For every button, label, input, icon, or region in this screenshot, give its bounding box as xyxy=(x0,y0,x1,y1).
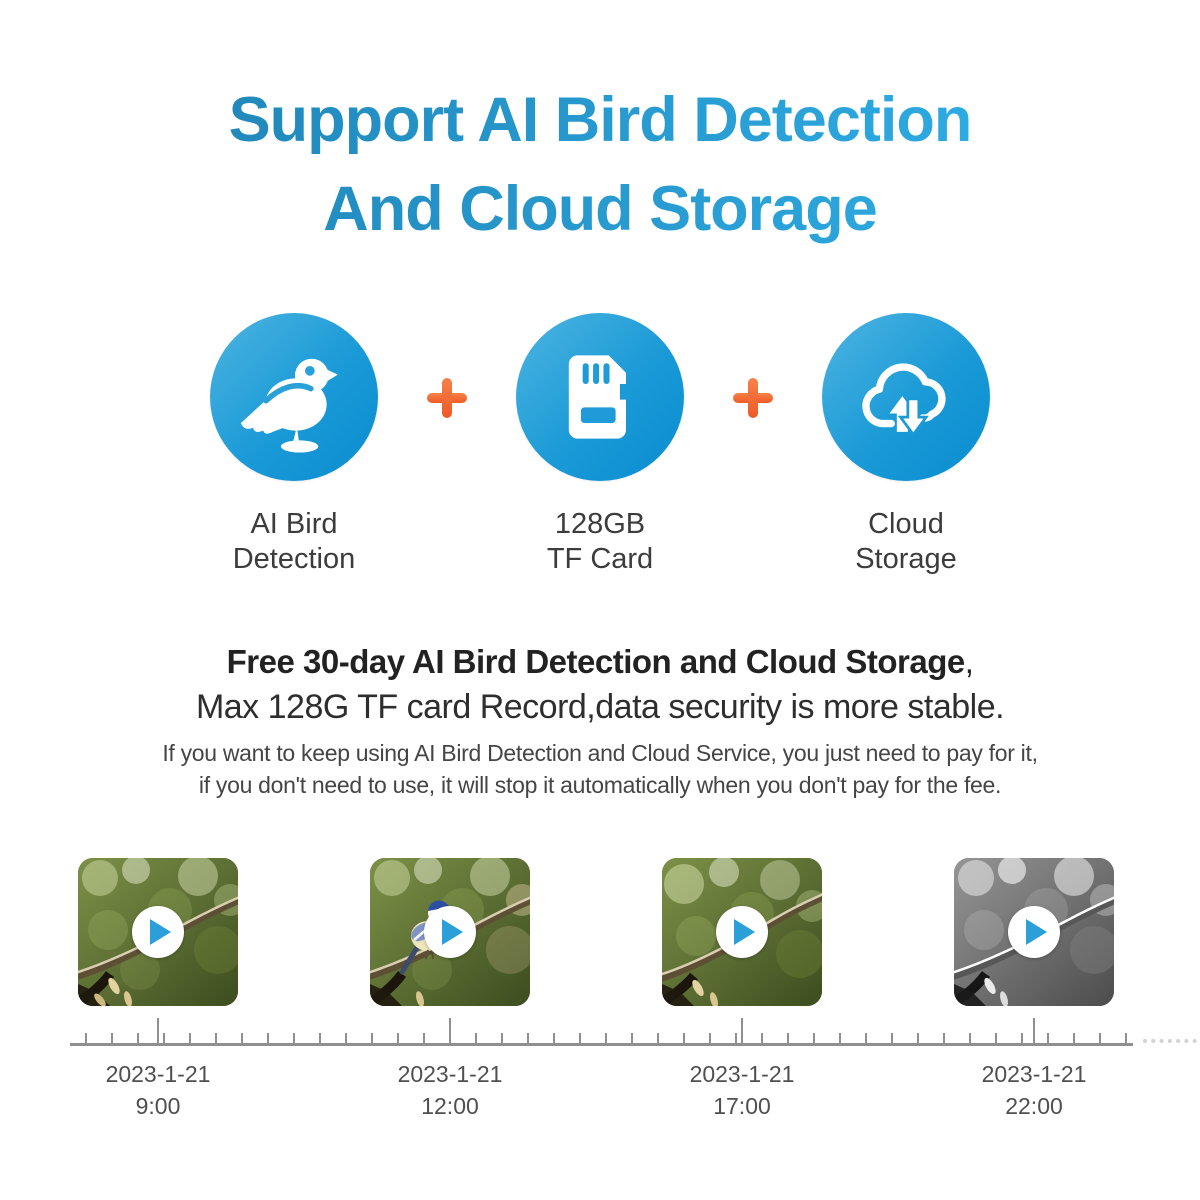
clip-thumbnails-row xyxy=(0,858,1200,1006)
feature-label: AI Bird Detection xyxy=(232,507,356,575)
feature-ai-bird-detection xyxy=(178,313,410,577)
play-button[interactable] xyxy=(132,906,184,958)
tf-card-icon xyxy=(516,313,684,481)
timeline-dates-row xyxy=(0,1058,1200,1122)
bird-icon xyxy=(210,313,378,481)
feature-row xyxy=(0,313,1200,577)
cloud-sync-icon xyxy=(822,313,990,481)
description-block xyxy=(0,643,1200,802)
timeline-major-tick xyxy=(157,1018,159,1044)
clip-timestamp-3: 2023-1-21 17:00 xyxy=(689,1060,795,1119)
timeline-ruler xyxy=(70,1018,1133,1046)
timeline-major-tick xyxy=(741,1018,743,1044)
feature-tf-card xyxy=(484,313,716,577)
play-button[interactable] xyxy=(716,906,768,958)
feature-label: Cloud Storage xyxy=(855,507,957,575)
play-button[interactable] xyxy=(424,906,476,958)
description-body: If you want to keep using AI Bird Detection and Cloud Service, you just need to pay for it, if you don't need to use, it will stop it automatically when you don't pay for the fee. xyxy=(162,739,1038,799)
plus-icon xyxy=(716,375,790,421)
feature-label: 128GB TF Card xyxy=(546,507,654,575)
play-icon xyxy=(1026,919,1047,945)
video-thumbnail-2[interactable] xyxy=(370,858,530,1006)
page-title xyxy=(0,76,1200,255)
play-icon xyxy=(734,919,755,945)
clip-timestamp-4: 2023-1-21 22:00 xyxy=(981,1060,1087,1119)
video-thumbnail-4[interactable] xyxy=(954,858,1114,1006)
timeline-major-tick xyxy=(1033,1018,1035,1044)
video-thumbnail-3[interactable] xyxy=(662,858,822,1006)
timeline-dotted-continuation xyxy=(1143,1039,1200,1043)
clip-timestamp-1: 2023-1-21 9:00 xyxy=(105,1060,211,1119)
play-icon xyxy=(442,919,463,945)
play-icon xyxy=(150,919,171,945)
description-subline: Max 128G TF card Record,data security is more stable. xyxy=(195,687,1005,726)
play-button[interactable] xyxy=(1008,906,1060,958)
clip-timestamp-2: 2023-1-21 12:00 xyxy=(397,1060,503,1119)
feature-cloud-storage xyxy=(790,313,1022,577)
video-thumbnail-1[interactable] xyxy=(78,858,238,1006)
plus-icon xyxy=(410,375,484,421)
description-headline: Free 30-day AI Bird Detection and Cloud Storage, xyxy=(226,642,974,680)
timeline-major-tick xyxy=(449,1018,451,1044)
timeline-baseline xyxy=(70,1043,1133,1046)
page-title-line1: Support AI Bird Detection xyxy=(228,85,972,155)
page-title-line2: And Cloud Storage xyxy=(323,174,877,245)
